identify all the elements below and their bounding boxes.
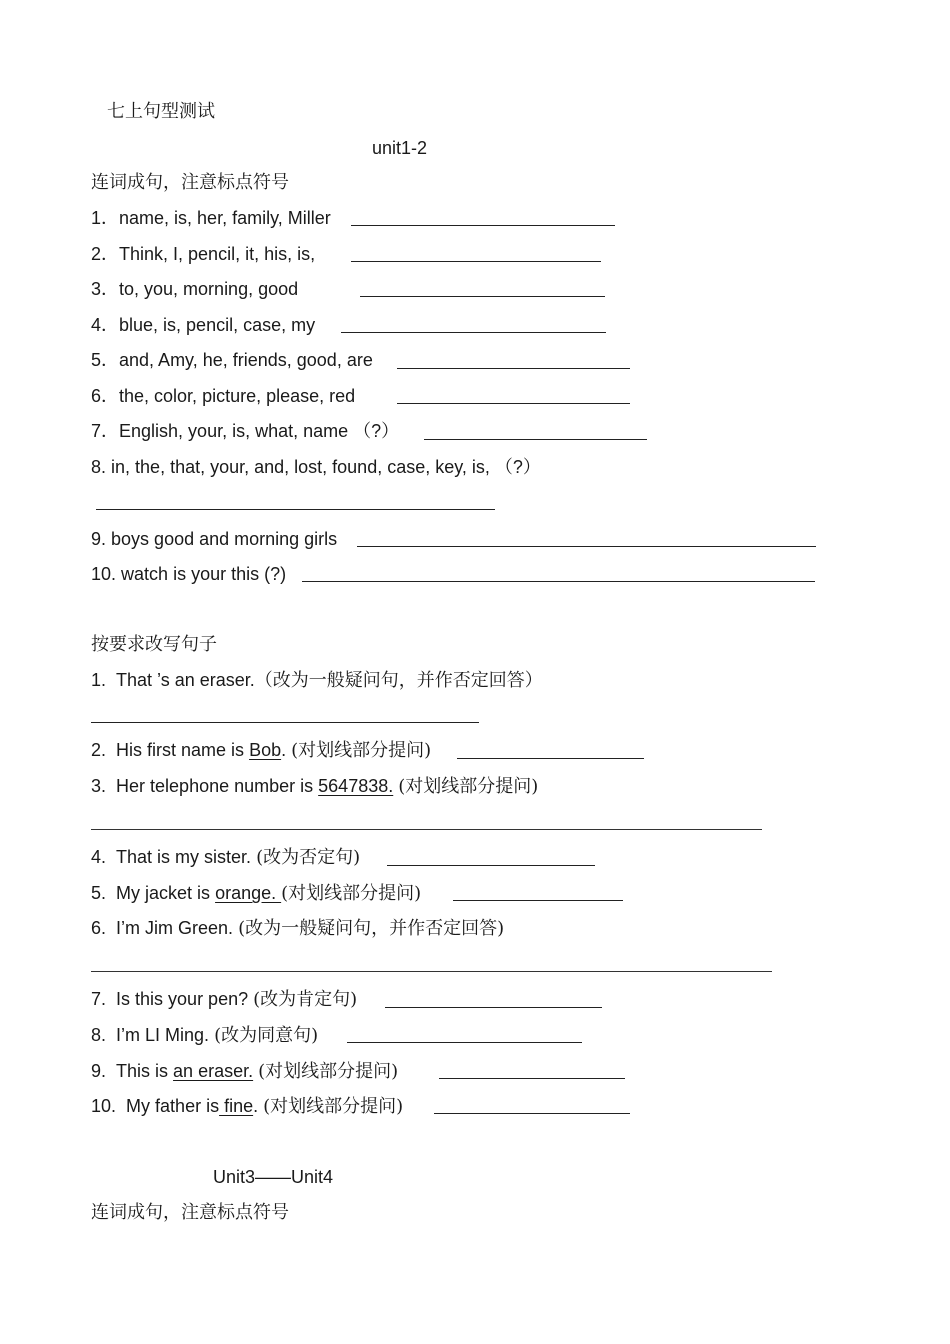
underlined-word: Bob xyxy=(249,740,282,760)
item-number: 9. xyxy=(91,1061,107,1081)
item-instruction: (对划线部分提问) xyxy=(263,1096,404,1117)
item-instruction: (对划线部分提问) xyxy=(291,740,432,761)
answer-blank-7[interactable] xyxy=(424,439,647,440)
question-item-6 xyxy=(91,385,355,407)
rewrite-item-1 xyxy=(91,669,543,691)
rewrite-answer-blank-7[interactable] xyxy=(385,1007,602,1008)
rewrite-answer-blank-2[interactable] xyxy=(457,758,644,759)
rewrite-item-5 xyxy=(91,882,421,904)
rewrite-item-7 xyxy=(91,988,357,1010)
item-text: This is xyxy=(116,1061,174,1081)
rewrite-answer-blank-4[interactable] xyxy=(387,865,595,866)
item-number: 3. xyxy=(91,776,107,796)
question-item-4 xyxy=(91,314,315,336)
item-number: 4. xyxy=(91,847,107,867)
item-number: 6. xyxy=(91,918,107,938)
item-instruction: (对划线部分提问) xyxy=(258,1061,399,1082)
question-item-7 xyxy=(91,420,399,442)
answer-blank-1[interactable] xyxy=(351,225,615,226)
item-text: My jacket is xyxy=(116,883,216,903)
rewrite-answer-blank-5[interactable] xyxy=(453,900,623,901)
item-instruction: (改为一般疑问句，并作否定回答) xyxy=(238,918,505,939)
underlined-word: 5647838. xyxy=(318,776,394,796)
answer-blank-8[interactable] xyxy=(96,509,495,510)
rewrite-item-10 xyxy=(91,1095,403,1117)
answer-blank-10[interactable] xyxy=(302,581,815,582)
item-text: I’m Jim Green. xyxy=(116,918,239,938)
answer-blank-3[interactable] xyxy=(360,296,605,297)
item-number: 5. xyxy=(91,883,107,903)
item-number: 8. xyxy=(91,1025,107,1045)
rewrite-answer-blank-10[interactable] xyxy=(434,1113,630,1114)
rewrite-item-9 xyxy=(91,1060,398,1082)
item-number: 7． xyxy=(91,421,120,441)
underlined-word: an eraser. xyxy=(173,1061,254,1081)
item-text: name, is, her, family, Miller xyxy=(119,208,331,228)
item-text: watch is your this (?) xyxy=(121,564,287,584)
rewrite-answer-blank-3[interactable] xyxy=(91,829,762,830)
item-instruction: (对划线部分提问) xyxy=(398,776,539,797)
item-text: His first name is xyxy=(116,740,250,760)
item-text: Her telephone number is xyxy=(116,776,319,796)
answer-blank-4[interactable] xyxy=(341,332,606,333)
item-number: 9. xyxy=(91,529,107,549)
answer-blank-6[interactable] xyxy=(397,403,630,404)
item-number: 3． xyxy=(91,279,120,299)
item-number: 2. xyxy=(91,740,107,760)
item-text: in, the, that, your, and, lost, found, case, key, is, （?） xyxy=(111,457,541,477)
question-item-8 xyxy=(91,456,541,478)
item-number: 1． xyxy=(91,208,120,228)
rewrite-item-4 xyxy=(91,846,360,868)
section-heading-unit3-4: Unit3——Unit4 xyxy=(213,1167,334,1187)
instruction-connect-words-2: 连词成句，注意标点符号 xyxy=(91,1202,289,1223)
rewrite-answer-blank-6[interactable] xyxy=(91,971,772,972)
answer-blank-9[interactable] xyxy=(357,546,816,547)
item-number: 10. xyxy=(91,1096,117,1116)
rewrite-item-8 xyxy=(91,1024,318,1046)
item-number: 10. xyxy=(91,564,117,584)
answer-blank-5[interactable] xyxy=(397,368,630,369)
item-instruction: (对划线部分提问) xyxy=(281,883,422,904)
rewrite-item-6 xyxy=(91,917,504,939)
item-text-tail: . xyxy=(253,1096,264,1116)
item-text: My father is xyxy=(126,1096,220,1116)
item-text: blue, is, pencil, case, my xyxy=(119,315,316,335)
section-heading-unit1-2: unit1-2 xyxy=(372,138,428,158)
item-number: 1. xyxy=(91,670,107,690)
item-number: 4． xyxy=(91,315,120,335)
question-item-5 xyxy=(91,349,373,371)
item-text: the, color, picture, please, red xyxy=(119,386,356,406)
item-text: and, Amy, he, friends, good, are xyxy=(119,350,373,370)
item-text: That ’s an eraser. xyxy=(116,670,255,690)
instruction-rewrite-sentences: 按要求改写句子 xyxy=(91,634,217,655)
item-instruction: （改为一般疑问句，并作否定回答） xyxy=(254,670,543,691)
instruction-connect-words: 连词成句，注意标点符号 xyxy=(91,172,289,193)
question-item-10 xyxy=(91,563,286,585)
item-instruction: (改为肯定句) xyxy=(253,989,358,1010)
item-text: I’m LI Ming. xyxy=(116,1025,215,1045)
question-item-9 xyxy=(91,528,337,550)
document-title: 七上句型测试 xyxy=(107,101,215,122)
item-number: 5． xyxy=(91,350,120,370)
rewrite-answer-blank-1[interactable] xyxy=(91,722,479,723)
item-text: Is this your pen? xyxy=(116,989,254,1009)
rewrite-answer-blank-8[interactable] xyxy=(347,1042,582,1043)
item-number: 7. xyxy=(91,989,107,1009)
question-item-1 xyxy=(91,207,331,229)
item-text: Think, I, pencil, it, his, is, xyxy=(119,244,316,264)
underlined-word: orange. xyxy=(215,883,282,903)
question-item-3 xyxy=(91,278,298,300)
item-text: boys good and morning girls xyxy=(111,529,338,549)
item-instruction: (改为否定句) xyxy=(256,847,361,868)
item-text: to, you, morning, good xyxy=(119,279,299,299)
rewrite-answer-blank-9[interactable] xyxy=(439,1078,625,1079)
item-number: 8. xyxy=(91,457,107,477)
item-text: That is my sister. xyxy=(116,847,257,867)
question-item-2 xyxy=(91,243,315,265)
item-text: English, your, is, what, name （?） xyxy=(119,421,400,441)
answer-blank-2[interactable] xyxy=(351,261,601,262)
item-instruction: (改为同意句) xyxy=(214,1025,319,1046)
underlined-word: fine xyxy=(219,1096,254,1116)
item-number: 6． xyxy=(91,386,120,406)
rewrite-item-2 xyxy=(91,739,431,761)
item-text-tail: . xyxy=(281,740,292,760)
rewrite-item-3 xyxy=(91,775,538,797)
item-number: 2． xyxy=(91,244,120,264)
